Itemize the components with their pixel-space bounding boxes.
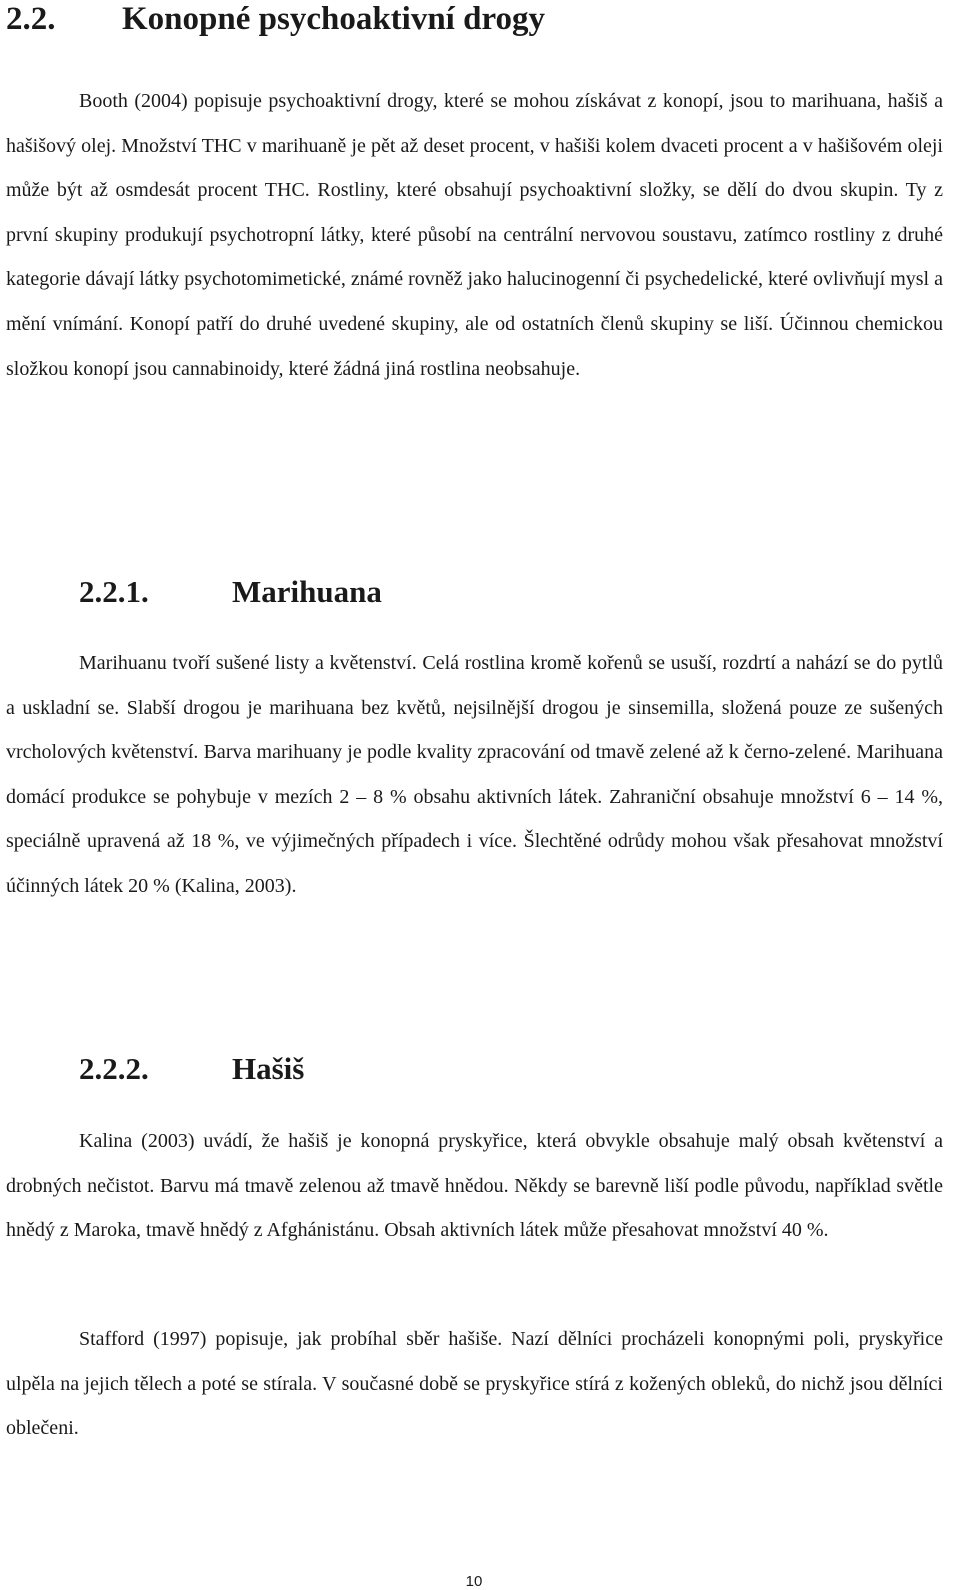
marihuana-paragraph: Marihuanu tvoří sušené listy a květenství. Celá rostlina kromě kořenů se usuší, rozdrtí a nahází se do pytlů a uskladní se. Slabší drogou je marihuana bez květů, nejsilnější drogou je sinsemilla, složená pouze ze sušených vrcholových květenství. Barva marihuany je podle kvality zpracování od tmavě zelené až k černo-zelené. Marihuana domácí produkce se pohybuje v mezích 2 – 8 % obsahu aktivních látek. Zahraniční obsahuje množství 6 – 14 %, speciálně upravená až 18 %, ve výjimečných případech i více. Šlechtěné odrůdy mohou však přesahovat množství účinných látek 20 % (Kalina, 2003).	[6, 652, 943, 897]
subsection-title: Hašiš	[232, 1051, 305, 1086]
hasis-paragraph-kalina: Kalina (2003) uvádí, že hašiš je konopná pryskyřice, která obvykle obsahuje malý obsah květenství a drobných nečistot. Barvu má tmavě zelenou až tmavě hnědou. Někdy se barevně liší podle původu, například světle hnědý z Maroka, tmavě hnědý z Afghánistánu. Obsah aktivních látek může přesahovat množství 40 %.	[6, 1130, 943, 1242]
section-number: 2.2.	[6, 1, 56, 37]
page-number: 10	[465, 1573, 483, 1590]
subsection-number: 2.2.2.	[79, 1051, 149, 1086]
subsection-title: Marihuana	[232, 574, 382, 609]
section-intro-paragraph: Booth (2004) popisuje psychoaktivní drogy, které se mohou získávat z konopí, jsou to marihuana, hašiš a hašišový olej. Množství THC v marihuaně je pět až deset procent, v hašiši kolem dvaceti procent a v hašišovém oleji může být až osmdesát procent THC. Rostliny, které obsahují psychoaktivní složky, se dělí do dvou skupin. Ty z první skupiny produkují psychotropní látky, které působí na centrální nervovou soustavu, zatímco rostliny z druhé kategorie dávají látky psychotomimetické, známé rovněž jako halucinogenní či psychedelické, které ovlivňují mysl a mění vnímání. Konopí patří do druhé uvedené skupiny, ale od ostatních členů skupiny se liší. Účinnou chemickou složkou konopí jsou cannabinoidy, které žádná jiná rostlina neobsahuje.	[6, 90, 943, 380]
section-title: Konopné psychoaktivní drogy	[122, 1, 546, 37]
subsection-number: 2.2.1.	[79, 574, 149, 609]
hasis-paragraph-stafford: Stafford (1997) popisuje, jak probíhal sběr hašiše. Nazí dělníci procházeli konopnými poli, pryskyřice ulpěla na jejich tělech a poté se stírala. V současné době se pryskyřice stírá z kožených obleků, do nichž jsou dělníci oblečeni.	[6, 1328, 943, 1440]
